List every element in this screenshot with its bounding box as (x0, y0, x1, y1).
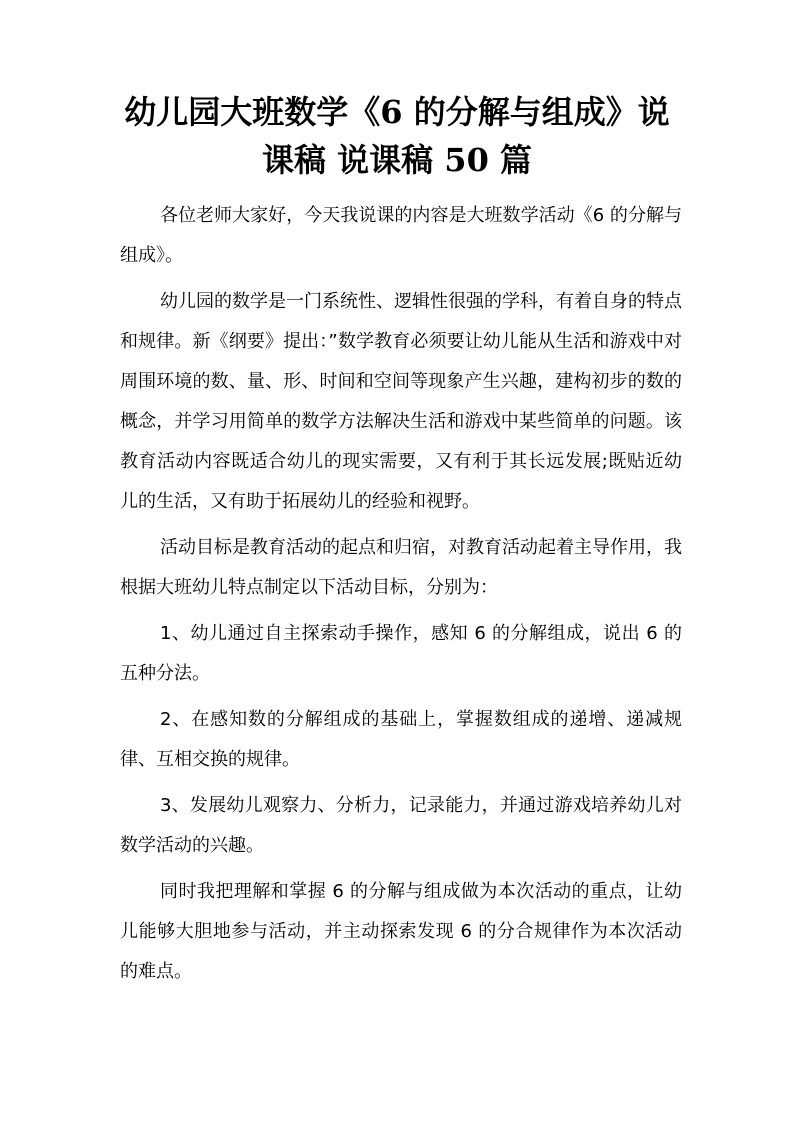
document-body (120, 196, 682, 998)
paragraph-math-nature: 幼儿园的数学是一门系统性、逻辑性很强的学科，有着自身的特点和规律。新《纲要》提出：”数学教育必须要让幼儿能从生活和游戏中对周围环境的数、量、形、时间和空间等现象产生兴趣，建构初步的数的概念，并学习用简单的数学方法解决生活和游戏中某些简单的问题。该教育活动内容既适合幼儿的现实需要，又有利于其长远发展;既贴近幼儿的生活，又有助于拓展幼儿的经验和视野。 (120, 291, 682, 512)
document-title (90, 88, 704, 184)
paragraph-goal-1: 1、幼儿通过自主探索动手操作，感知 6 的分解组成，说出 6 的五种分法。 (120, 623, 682, 684)
paragraph-goals-intro: 活动目标是教育活动的起点和归宿，对教育活动起着主导作用，我根据大班幼儿特点制定以下活动目标，分别为： (120, 537, 682, 598)
paragraph-intro: 各位老师大家好，今天我说课的内容是大班数学活动《6 的分解与组成》。 (120, 205, 682, 266)
paragraph-goal-2: 2、在感知数的分解组成的基础上，掌握数组成的递增、递减规律、互相交换的规律。 (120, 709, 682, 770)
paragraph-goal-3: 3、发展幼儿观察力、分析力，记录能力，并通过游戏培养幼儿对数学活动的兴趣。 (120, 795, 682, 856)
title-line-1: 幼儿园大班数学《6 的分解与组成》说 (124, 93, 670, 131)
paragraph-key-points: 同时我把理解和掌握 6 的分解与组成做为本次活动的重点，让幼儿能够大胆地参与活动，并主动探索发现 6 的分合规律作为本次活动的难点。 (120, 881, 682, 982)
title-line-2: 课稿 说课稿 50 篇 (262, 141, 532, 179)
